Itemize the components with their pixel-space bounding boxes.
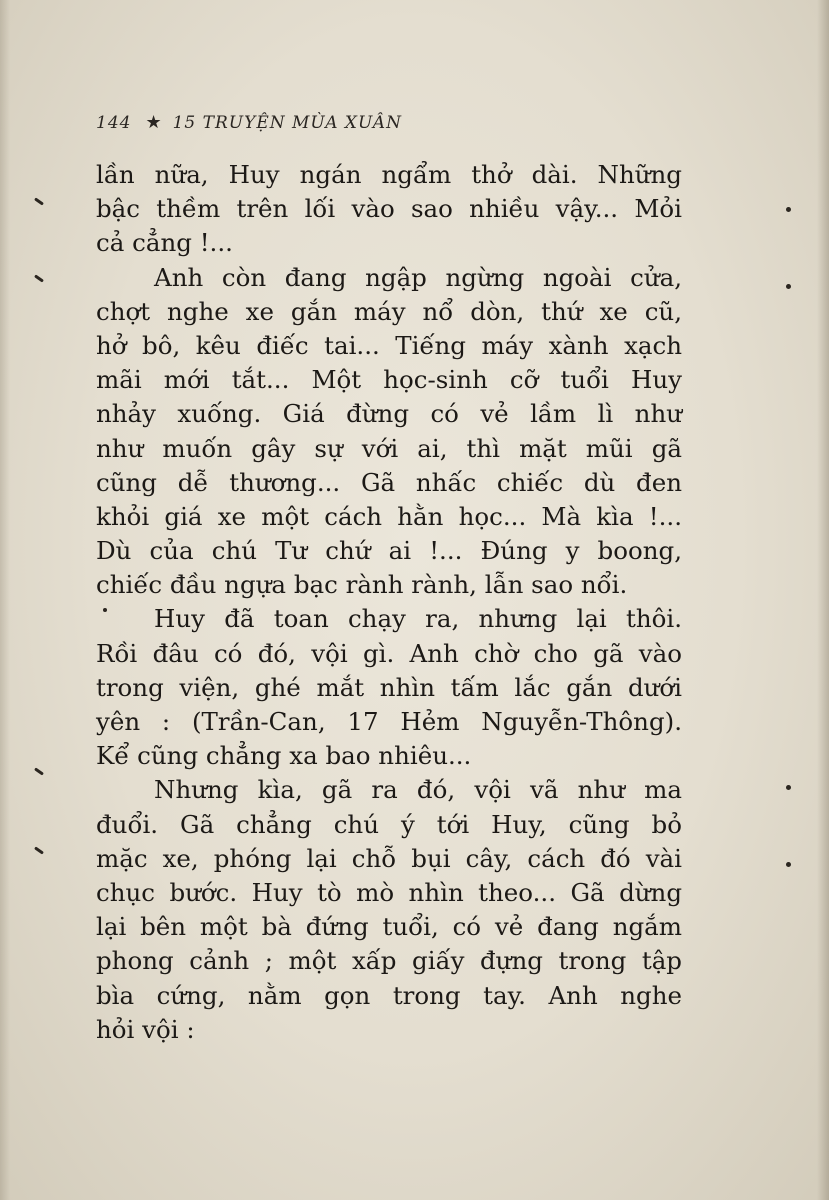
margin-mark <box>34 767 44 775</box>
text-line: cũng dễ thương... Gã nhấc chiếc dù đen <box>96 467 682 497</box>
margin-mark <box>786 207 791 212</box>
book-title: 15 TRUYỆN MÙA XUÂN <box>172 113 402 133</box>
text-line: như muốn gây sự với ai, thì mặt mũi gã <box>96 433 682 463</box>
text-line: Dù của chú Tư chứ ai !... Đúng y boong, <box>96 536 682 566</box>
text-line: bìa cứng, nằm gọn trong tay. Anh nghe <box>96 980 682 1010</box>
text-line: trong viện, ghé mắt nhìn tấm lắc gắn dưới <box>96 672 682 702</box>
text-line: chiếc đầu ngựa bạc rành rành, lẫn sao nổi. <box>96 570 628 600</box>
margin-mark <box>34 846 44 854</box>
text-line: đuổi. Gã chẳng chú ý tới Huy, cũng bỏ <box>96 809 682 839</box>
text-line: mãi mới tắt... Một học-sinh cỡ tuổi Huy <box>96 365 682 395</box>
text-line: khỏi giá xe một cách hằn học... Mà kìa !... <box>96 501 682 531</box>
text-line: lần nữa, Huy ngán ngẩm thở dài. Những <box>96 160 682 189</box>
margin-mark <box>786 862 791 867</box>
margin-mark <box>786 284 791 289</box>
star-icon: ★ <box>145 112 163 133</box>
margin-mark <box>34 197 44 205</box>
body-text <box>96 158 682 1047</box>
text-line: Kể cũng chẳng xa bao nhiêu... <box>96 741 472 771</box>
text-line: Nhưng kìa, gã ra đó, vội vã như ma <box>154 775 682 805</box>
text-line: cả cẳng !... <box>96 228 233 258</box>
page-edge-right <box>817 0 829 1200</box>
page-edge-left <box>0 0 10 1200</box>
running-header <box>96 112 402 133</box>
margin-mark <box>786 785 791 790</box>
text-line: hỏi vội : <box>96 1014 195 1044</box>
text-line: hở bô, kêu điếc tai... Tiếng máy xành xạch <box>96 330 682 360</box>
text-line: chợt nghe xe gắn máy nổ dòn, thứ xe cũ, <box>96 296 682 326</box>
text-line: phong cảnh ; một xấp giấy đựng trong tập <box>96 946 682 976</box>
text-line: Rồi đâu có đó, vội gì. Anh chờ cho gã vào <box>96 638 682 668</box>
page-number: 144 <box>96 113 132 133</box>
text-line: Huy đã toan chạy ra, nhưng lại thôi. <box>154 604 682 634</box>
text-line: Anh còn đang ngập ngừng ngoài cửa, <box>154 262 682 292</box>
margin-mark <box>103 608 107 612</box>
text-line: mặc xe, phóng lại chỗ bụi cây, cách đó vài <box>96 843 682 873</box>
text-line: nhảy xuống. Giá đừng có vẻ lầm lì như <box>96 399 682 429</box>
margin-mark <box>34 274 44 282</box>
text-line: lại bên một bà đứng tuổi, có vẻ đang ngắm <box>96 912 682 942</box>
text-line: chục bước. Huy tò mò nhìn theo... Gã dừng <box>96 877 682 907</box>
text-line: yên : (Trần-Can, 17 Hẻm Nguyễn-Thông). <box>96 707 682 736</box>
text-line: bậc thềm trên lối vào sao nhiều vậy... Mỏi <box>96 194 682 224</box>
